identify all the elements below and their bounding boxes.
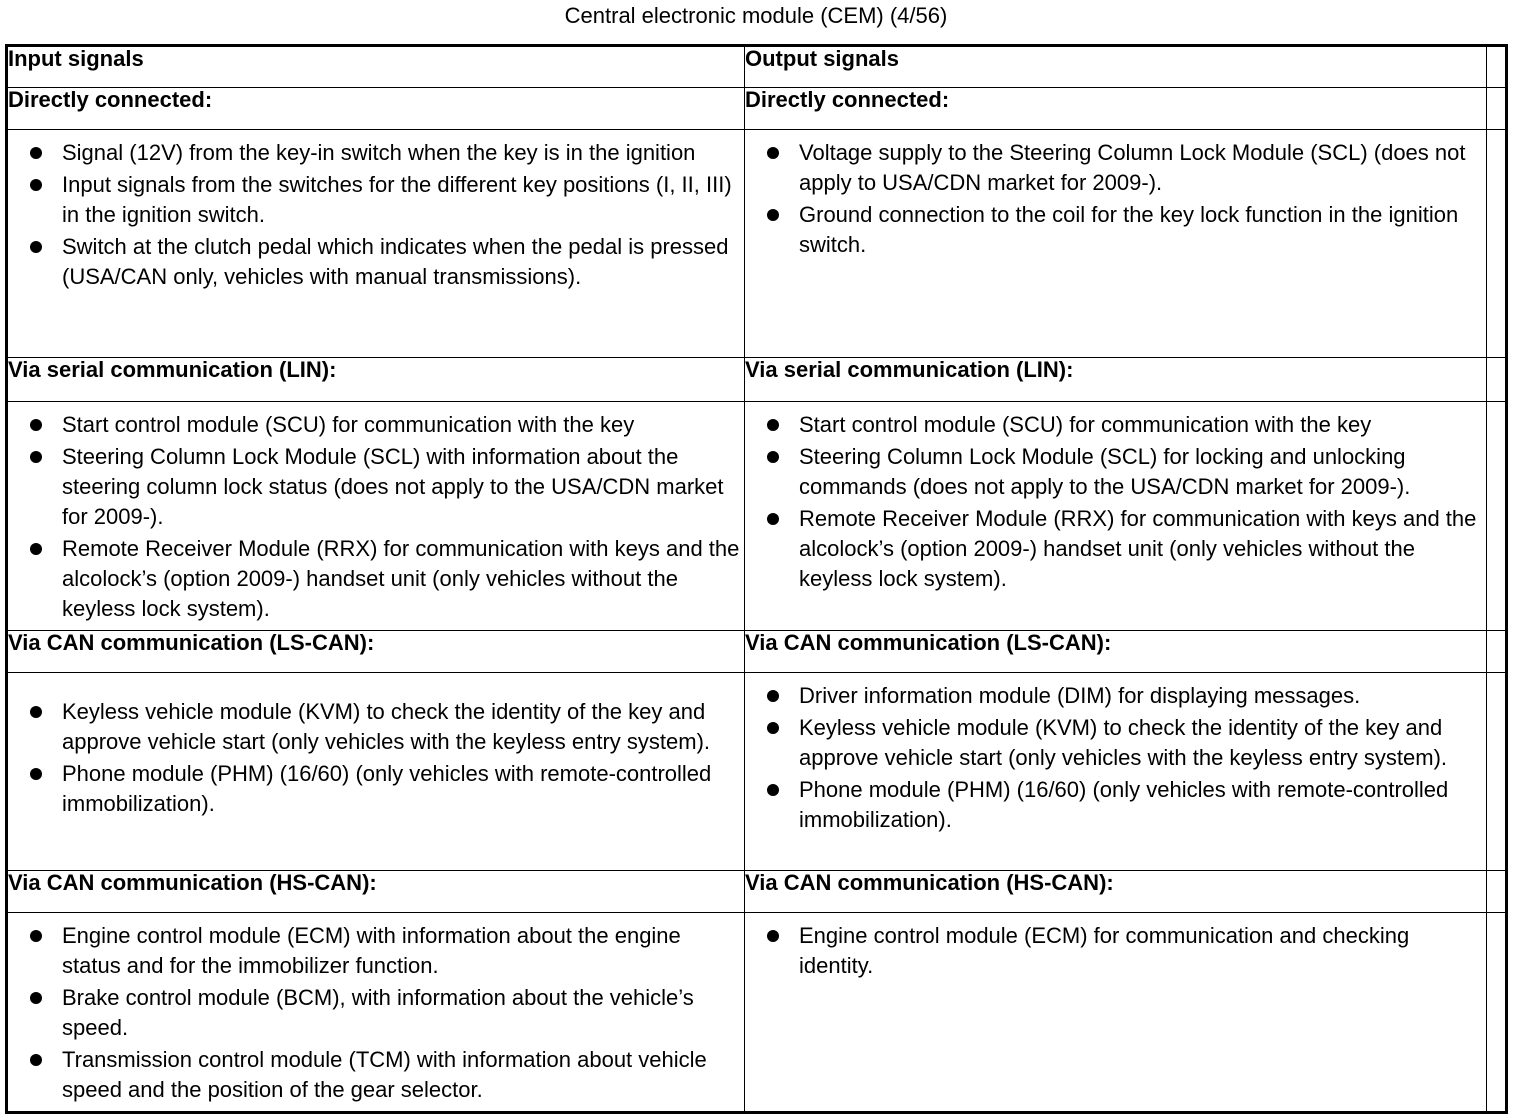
spacer-cell [1487,402,1507,631]
input-section-heading: Via CAN communication (HS-CAN): [7,871,745,913]
list-item [745,442,1482,502]
input-section-heading: Directly connected: [7,88,745,130]
output-bullet-list [745,402,1486,600]
list-item [8,138,740,168]
list-item [745,138,1482,198]
list-item-text: Phone module (PHM) (16/60) (only vehicles with remote-controlled immobilization). [799,777,1449,832]
list-item-text: Remote Receiver Module (RRX) for communication with keys and the alcolock’s (option 2009-) handset unit (only vehicles without the keyless lock system). [799,506,1477,591]
spacer-cell [1487,913,1507,1113]
bullet-icon [30,451,42,463]
spacer-cell [1487,871,1507,913]
list-item [8,759,740,819]
list-item [8,410,740,440]
section-heading-row [7,871,1507,913]
bullet-icon [767,513,779,525]
output-section-body [745,130,1487,358]
list-item [745,775,1482,835]
input-section-heading: Via CAN communication (LS-CAN): [7,631,745,673]
list-item [8,170,740,230]
page-title: Central electronic module (CEM) (4/56) [564,3,948,28]
spacer-cell [1487,46,1507,88]
list-item [8,442,740,532]
section-heading-row [7,358,1507,402]
output-section-body [745,913,1487,1113]
list-item-text: Steering Column Lock Module (SCL) with information about the steering column lock status (does not apply to the USA/CDN market for 2009-). [62,444,724,529]
bullet-icon [767,930,779,942]
bullet-icon [767,690,779,702]
output-section-body [745,673,1487,871]
output-signals-header: Output signals [745,46,1487,88]
list-item [8,921,740,981]
bullet-icon [30,992,42,1004]
input-section-body [7,913,745,1113]
output-section-body [745,402,1487,631]
spacer-cell [1487,88,1507,130]
list-item-text: Start control module (SCU) for communication with the key [62,412,635,437]
list-item [745,410,1482,440]
spacer-cell [1487,130,1507,358]
output-section-heading: Directly connected: [745,88,1487,130]
output-section-heading: Via CAN communication (HS-CAN): [745,871,1487,913]
list-item [8,534,740,624]
bullet-icon [767,722,779,734]
list-item-text: Start control module (SCU) for communication with the key [799,412,1372,437]
list-item-text: Transmission control module (TCM) with information about vehicle speed and the position of the gear selector. [62,1047,707,1102]
list-item [8,1045,740,1105]
input-bullet-list [8,673,744,825]
output-bullet-list [745,673,1486,841]
table-header-row [7,46,1507,88]
list-item-text: Driver information module (DIM) for displaying messages. [799,683,1361,708]
bullet-icon [30,930,42,942]
input-bullet-list [8,913,744,1111]
section-body-row [7,402,1507,631]
section-body-row [7,913,1507,1113]
list-item-text: Keyless vehicle module (KVM) to check the identity of the key and approve vehicle start (only vehicles with the keyless entry system). [799,715,1448,770]
list-item-text: Steering Column Lock Module (SCL) for locking and unlocking commands (does not apply to the USA/CDN market for 2009-). [799,444,1411,499]
list-item-text: Switch at the clutch pedal which indicates when the pedal is pressed (USA/CAN only, vehicles with manual transmissions). [62,234,729,289]
bullet-icon [30,419,42,431]
list-item-text: Signal (12V) from the key-in switch when the key is in the ignition [62,140,696,165]
spacer-cell [1487,673,1507,871]
list-item-text: Voltage supply to the Steering Column Lock Module (SCL) (does not apply to USA/CDN market for 2009-). [799,140,1466,195]
list-item-text: Engine control module (ECM) with information about the engine status and for the immobilizer function. [62,923,681,978]
output-bullet-list [745,130,1486,266]
list-item [745,921,1482,981]
bullet-icon [30,241,42,253]
list-item-text: Ground connection to the coil for the key lock function in the ignition switch. [799,202,1459,257]
bullet-icon [30,147,42,159]
section-heading-row [7,631,1507,673]
spacer-cell [1487,631,1507,673]
list-item-text: Input signals from the switches for the different key positions (I, II, III) in the ignition switch. [62,172,732,227]
list-item [745,504,1482,594]
input-section-body [7,673,745,871]
section-body-row [7,673,1507,871]
output-section-heading: Via CAN communication (LS-CAN): [745,631,1487,673]
bullet-icon [30,179,42,191]
bullet-icon [767,209,779,221]
list-item-text: Keyless vehicle module (KVM) to check the identity of the key and approve vehicle start (only vehicles with the keyless entry system). [62,699,711,754]
bullet-icon [30,1054,42,1066]
section-body-row [7,130,1507,358]
list-item [8,983,740,1043]
list-item [745,681,1482,711]
list-item-text: Phone module (PHM) (16/60) (only vehicles with remote-controlled immobilization). [62,761,712,816]
bullet-icon [30,768,42,780]
spacer-cell [1487,358,1507,402]
section-heading-row [7,88,1507,130]
bullet-icon [767,451,779,463]
list-item [8,232,740,292]
bullet-icon [30,543,42,555]
list-item [8,697,740,757]
input-section-body [7,130,745,358]
input-signals-header: Input signals [7,46,745,88]
list-item-text: Engine control module (ECM) for communication and checking identity. [799,923,1410,978]
signals-table [5,44,1508,1114]
input-bullet-list [8,130,744,298]
list-item [745,200,1482,260]
list-item-text: Brake control module (BCM), with information about the vehicle’s speed. [62,985,694,1040]
output-bullet-list [745,913,1486,987]
bullet-icon [767,784,779,796]
bullet-icon [30,706,42,718]
output-section-heading: Via serial communication (LIN): [745,358,1487,402]
bullet-icon [767,147,779,159]
input-section-heading: Via serial communication (LIN): [7,358,745,402]
input-bullet-list [8,402,744,630]
list-item-text: Remote Receiver Module (RRX) for communication with keys and the alcolock’s (option 2009-) handset unit (only vehicles without the keyless lock system). [62,536,740,621]
input-section-body [7,402,745,631]
list-item [745,713,1482,773]
bullet-icon [767,419,779,431]
